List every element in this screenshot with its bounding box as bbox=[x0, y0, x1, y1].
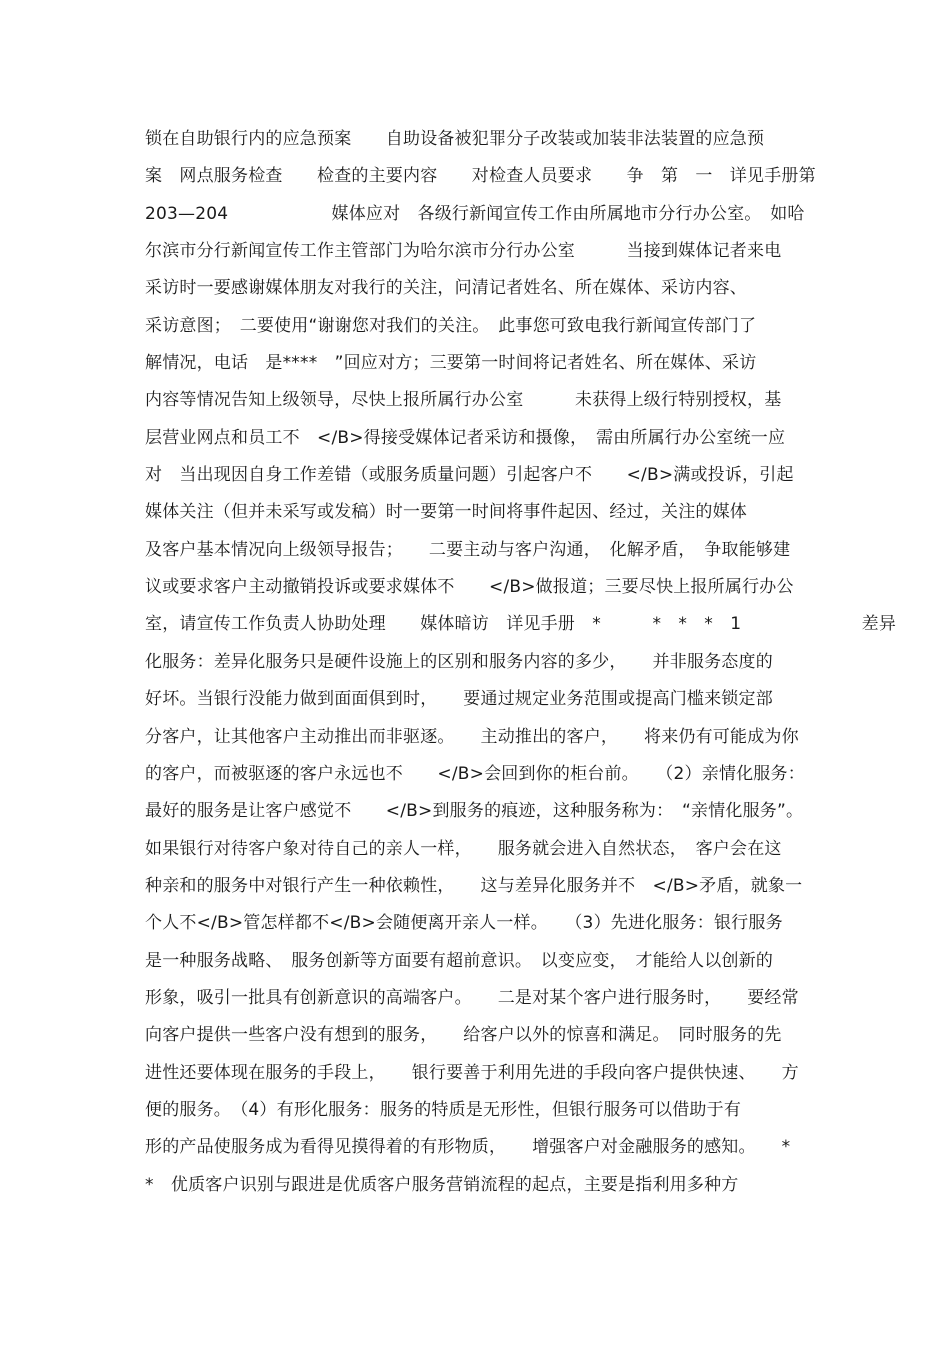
text-line: 分客户，让其他客户主动推出而非驱逐。 主动推出的客户， 将来仍有可能成为你 bbox=[145, 726, 799, 747]
text-line: 形象，吸引一批具有创新意识的高端客户。 二是对某个客户进行服务时， 要经常 bbox=[145, 987, 799, 1008]
text-line: 进性还要体现在服务的手段上， 银行要善于利用先进的手段向客户提供快速、 方 bbox=[145, 1062, 799, 1083]
text-line: 案 网点服务检查 检查的主要内容 对检查人员要求 争 第 一 详见手册第 bbox=[145, 166, 816, 187]
text-line: 形的产品使服务成为看得见摸得着的有形物质， 增强客户对金融服务的感知。 * bbox=[145, 1137, 791, 1158]
text-line: 便的服务。 （4）有形化服务：服务的特质是无形性，但银行服务可以借助于有 bbox=[145, 1099, 742, 1120]
text-line: 最好的服务是让客户感觉不 </B>到服务的痕迹，这种服务称为： “亲情化服务”。 bbox=[145, 801, 804, 822]
text-line: * 优质客户识别与跟进是优质客户服务营销流程的起点，主要是指利用多种方 bbox=[145, 1174, 739, 1195]
text-line: 的客户，而被驱逐的客户永远也不 </B>会回到你的柜台前。 （2）亲情化服务： bbox=[145, 763, 805, 784]
text-line: 化服务：差异化服务只是硬件设施上的区别和服务内容的多少， 并非服务态度的 bbox=[145, 651, 773, 672]
text-line: 如果银行对待客户象对待自己的亲人一样， 服务就会进入自然状态， 客户会在这 bbox=[145, 838, 782, 859]
text-line: 采访时一要感谢媒体朋友对我行的关注，问清记者姓名、所在媒体、采访内容、 bbox=[145, 278, 747, 299]
body-text bbox=[145, 121, 897, 1204]
text-line: 尔滨市分行新闻宣传工作主管部门为哈尔滨市分行办公室 当接到媒体记者来电 bbox=[145, 241, 782, 262]
text-line: 采访意图； 二要使用“谢谢您对我们的关注。 此事您可致电我行新闻宣传部门了 bbox=[145, 315, 757, 336]
text-line: 203—204 媒体应对 各级行新闻宣传工作由所属地市分行办公室。 如哈 bbox=[145, 203, 805, 224]
text-line: 解情况，电话 是**** ”回应对方；三要第一时间将记者姓名、所在媒体、采访 bbox=[145, 353, 757, 374]
text-line: 锁在自助银行内的应急预案 自助设备被犯罪分子改装或加装非法装置的应急预 bbox=[145, 129, 765, 149]
text-line: 个人不</B>管怎样都不</B>会随便离开亲人一样。 （3）先进化服务：银行服务 bbox=[145, 913, 783, 934]
text-line: 议或要求客户主动撤销投诉或要求媒体不 </B>做报道；三要尽快上报所属行办公 bbox=[145, 577, 794, 598]
text-line: 好坏。当银行没能力做到面面俱到时， 要通过规定业务范围或提高门槛来锁定部 bbox=[145, 689, 773, 710]
text-line: 种亲和的服务中对银行产生一种依赖性， 这与差异化服务并不 </B>矛盾，就象一 bbox=[145, 875, 803, 896]
text-line: 层营业网点和员工不 </B>得接受媒体记者采访和摄像， 需由所属行办公室统一应 bbox=[145, 427, 786, 448]
text-line: 是一种服务战略、 服务创新等方面要有超前意识。 以变应变， 才能给人以创新的 bbox=[145, 950, 774, 971]
text-line: 内容等情况告知上级领导，尽快上报所属行办公室 未获得上级行特别授权，基 bbox=[145, 390, 782, 411]
text-line: 室，请宣传工作负责人协助处理 媒体暗访 详见手册 * * * * 1 差异 bbox=[145, 614, 897, 635]
text-line: 及客户基本情况向上级领导报告； 二要主动与客户沟通， 化解矛盾， 争取能够建 bbox=[145, 539, 791, 560]
text-line: 媒体关注（但并未采写或发稿）时一要第一时间将事件起因、经过，关注的媒体 bbox=[145, 502, 747, 523]
text-line: 向客户提供一些客户没有想到的服务， 给客户以外的惊喜和满足。 同时服务的先 bbox=[145, 1025, 782, 1046]
text-line: 对 当出现因自身工作差错（或服务质量问题）引起客户不 </B>满或投诉，引起 bbox=[145, 465, 794, 486]
